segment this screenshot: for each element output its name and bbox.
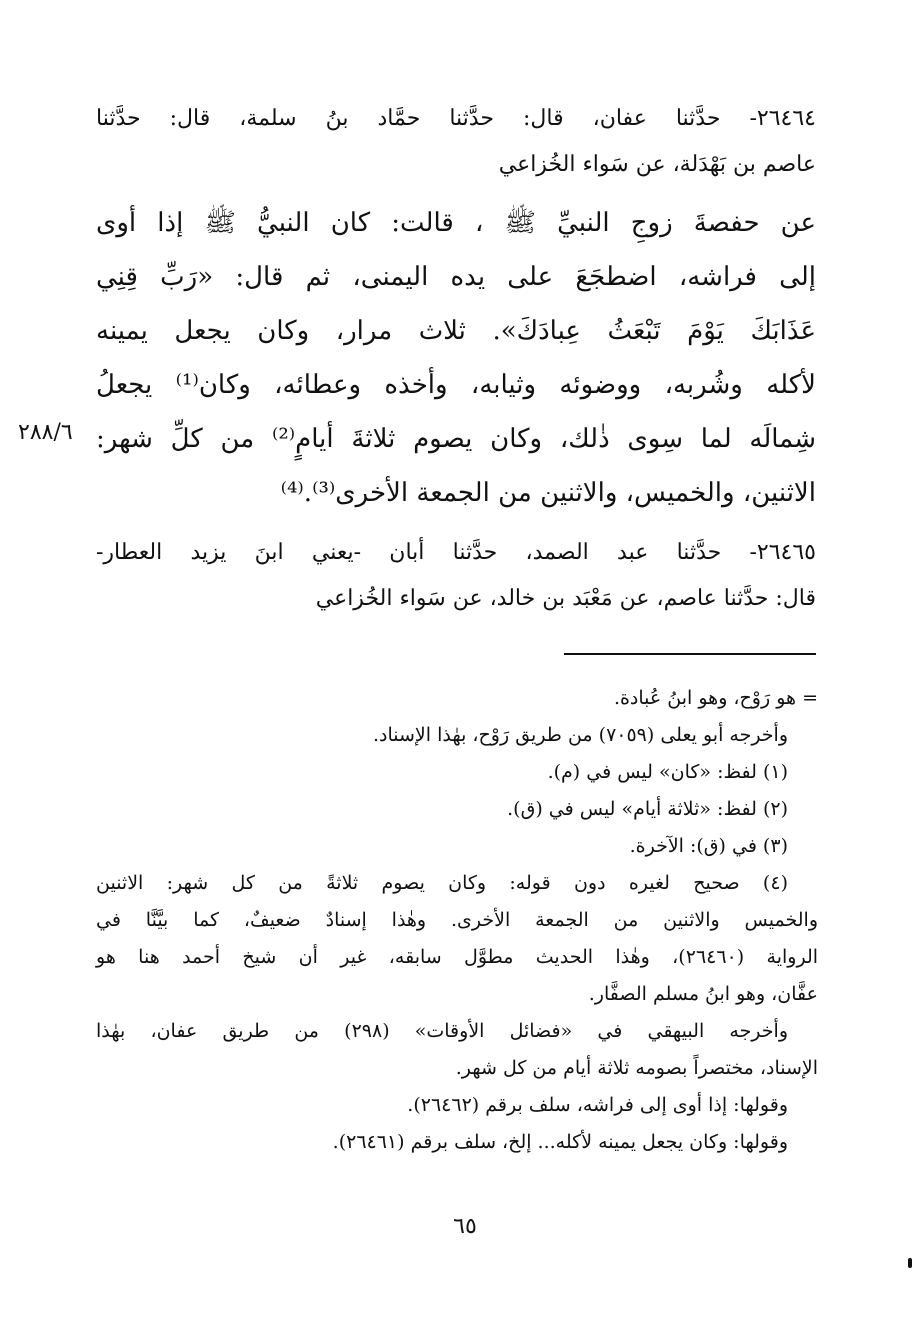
matn-line: شِمالَه لما سِوى ذٰلك، وكان يصوم ثلاثةَ أيامٍ⁽²⁾ من كلِّ شهر: bbox=[96, 424, 816, 454]
matn-line: عن حفصةَ زوجِ النبيِّ ﷺ ، قالت: كان النبيُّ ﷺ إذا أوى bbox=[96, 208, 816, 238]
footnote-line: وأخرجه البيهقي في «فضائل الأوقات» (٢٩٨) من طريق عفان، بهٰذا bbox=[96, 1020, 788, 1042]
footnote-separator bbox=[564, 653, 816, 655]
footnote-line: وقولها: إذا أوى إلى فراشه، سلف برقم (٢٦٤٦٢). bbox=[407, 1094, 788, 1116]
page-number: ٦٥ bbox=[453, 1214, 477, 1239]
isnad-line: عاصم بن بَهْدَلة، عن سَواء الخُزاعي bbox=[498, 152, 816, 177]
hadith-26464-isnad bbox=[96, 96, 816, 188]
footnote-line: وقولها: وكان يجعل يمينه لأكله... إلخ، سلف برقم (٢٦٤٦١). bbox=[332, 1131, 788, 1153]
footnote-line: = هو رَوْح، وهو ابنُ عُبادة. bbox=[613, 687, 818, 709]
matn-line: عَذَابَكَ يَوْمَ تَبْعَثُ عِبادَكَ». ثلاث مرار، وكان يجعل يمينه bbox=[96, 316, 816, 346]
hadith-26464-matn bbox=[96, 196, 816, 520]
isnad-line: ٢٦٤٦٤- حدَّثنا عفان، قال: حدَّثنا حمَّاد بنُ سلمة، قال: حدَّثنا bbox=[96, 106, 816, 131]
footnote-line: (١) لفظ: «كان» ليس في (م). bbox=[547, 761, 788, 783]
footnote-line: (٢) لفظ: «ثلاثة أيام» ليس في (ق). bbox=[507, 798, 788, 820]
isnad-line: ٢٦٤٦٥- حدَّثنا عبد الصمد، حدَّثنا أبان -يعني ابنَ يزيد العطار- bbox=[96, 540, 816, 565]
footnotes bbox=[96, 680, 818, 1161]
matn-line: الاثنين، والخميس، والاثنين من الجمعة الأخرى⁽³⁾.⁽⁴⁾ bbox=[280, 478, 816, 508]
isnad-line: قال: حدَّثنا عاصم، عن مَعْبَد بن خالد، عن سَواء الخُزاعي bbox=[315, 586, 816, 611]
footnote-line: وأخرجه أبو يعلى (٧٠٥٩) من طريق رَوْح، بهٰذا الإسناد. bbox=[372, 724, 788, 746]
matn-line: إلى فراشه، اضطجَعَ على يده اليمنى، ثم قال: «رَبِّ قِنِي bbox=[96, 262, 816, 292]
footnote-line: والخميس والاثنين من الجمعة الأخرى. وهٰذا إسنادٌ ضعيفٌ، كما بيَّنَّا في bbox=[96, 909, 818, 931]
footnote-line: (٣) في (ق): الآخرة. bbox=[629, 835, 788, 857]
scan-edge-mark bbox=[908, 1258, 912, 1268]
margin-volume-page-reference: ٢٨٨/٦ bbox=[18, 420, 73, 445]
footnote-line: (٤) صحيح لغيره دون قوله: وكان يصوم ثلاثةً من كل شهر: الاثنين bbox=[96, 872, 788, 894]
footnote-line: الإسناد، مختصراً بصومه ثلاثة أيام من كل شهر. bbox=[455, 1057, 818, 1079]
footnote-line: عفَّان، وهو ابنُ مسلم الصفَّار. bbox=[588, 983, 818, 1005]
footnote-line: الرواية (٢٦٤٦٠)، وهٰذا الحديث مطوَّل سابقه، غير أن شيخ أحمد هنا هو bbox=[96, 946, 819, 968]
hadith-26465-isnad bbox=[96, 530, 816, 622]
matn-line: لأكله وشُربه، ووضوئه وثيابه، وأخذه وعطائه، وكان⁽¹⁾ يجعلُ bbox=[96, 370, 816, 400]
